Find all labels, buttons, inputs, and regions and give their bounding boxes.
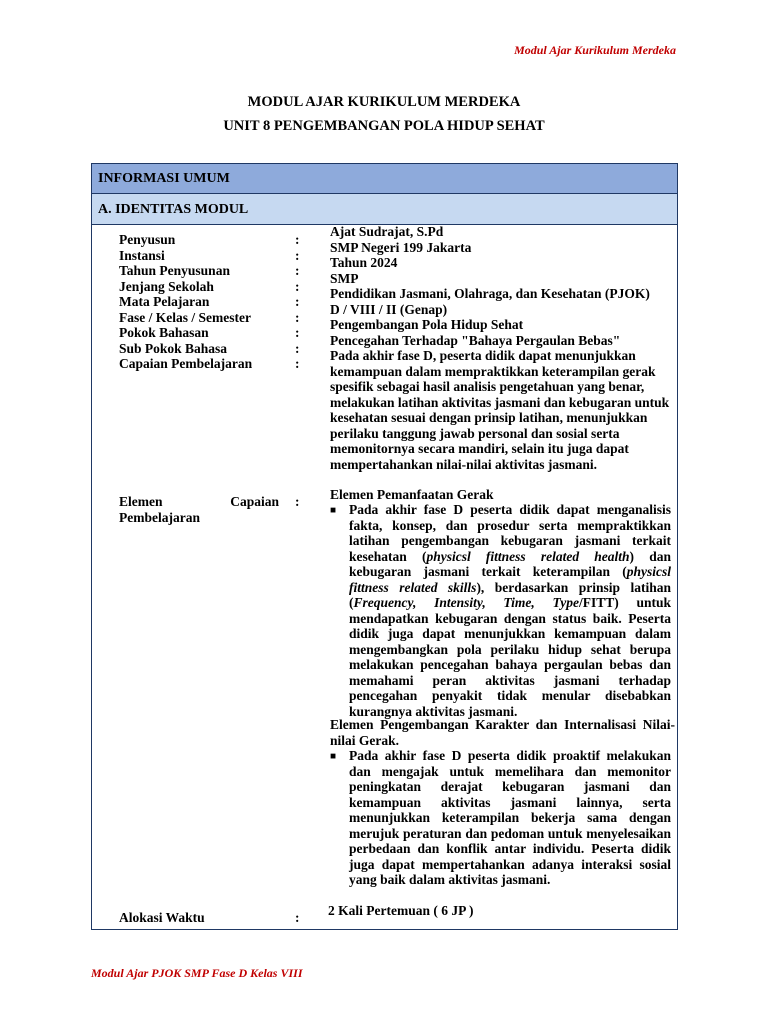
label-instansi: Instansi: [119, 248, 165, 263]
elemen-heading-1: Elemen Pemanfaatan Gerak: [330, 487, 494, 502]
elemen-bullet-1: Pada akhir fase D peserta didik dapat menganalisis fakta, konsep, dan prosedur serta mempraktikkan latihan pengembangan kebugaran jasmani terkait kesehatan (physicsl fittness related health) dan kebugaran jasmani terkait keterampilan (physicsl fittness related skills), berdasarkan prinsip latihan (Frequency, Intensity, Time, Type/FITT) untuk mendapatkan kebugaran dengan status baik. Peserta didik juga dapat menunjukkan kemampuan dalam mengembangkan pola perilaku hidup sehat berupa melakukan pencegahan bahaya pergaulan bebas dan memahami peran aktivitas jasmani terhadap pencegahan penyakit tidak menular disebabkan kurangnya aktivitas jasmani.: [349, 502, 671, 719]
colon: :: [295, 356, 300, 371]
subsection-band-label: A. IDENTITAS MODUL: [98, 202, 249, 217]
label-alokasi: Alokasi Waktu: [119, 910, 205, 925]
value-jenjang: SMP: [330, 271, 359, 286]
colon: :: [295, 310, 300, 325]
colon: :: [295, 910, 300, 925]
colon: :: [295, 294, 300, 309]
document-title: MODUL AJAR KURIKULUM MERDEKA: [247, 94, 521, 110]
elemen-heading-2: Elemen Pengembangan Karakter dan Internalisasi Nilai-nilai Gerak.: [330, 717, 675, 748]
value-mapel: Pendidikan Jasmani, Olahraga, dan Kesehatan (PJOK): [330, 286, 650, 301]
bullet-marker: ■: [330, 505, 337, 516]
label-fase: Fase / Kelas / Semester: [119, 310, 251, 325]
colon: :: [295, 341, 300, 356]
value-pokok: Pengembangan Pola Hidup Sehat: [330, 317, 524, 332]
label-pokok: Pokok Bahasan: [119, 325, 209, 340]
label-tahun: Tahun Penyusunan: [119, 263, 230, 278]
value-tahun: Tahun 2024: [330, 255, 398, 270]
colon: :: [295, 279, 300, 294]
value-capaian: Pada akhir fase D, peserta didik dapat menunjukkan kemampuan dalam mempraktikkan keterampilan gerak spesifik sebagai hasil analisis pengetahuan yang benar, melakukan latihan aktivitas jasmani dan kebugaran untuk kesehatan sesuai dengan prinsip latihan, menunjukkan perilaku tanggung jawab personal dan sosial serta memonitornya secara mandiri, selain itu juga dapat mempertahankan nilai-nilai aktivitas jasmani.: [330, 348, 670, 472]
colon: :: [295, 325, 300, 340]
value-penyusun: Ajat Sudrajat, S.Pd: [330, 224, 444, 239]
label-penyusun: Penyusun: [119, 232, 176, 247]
colon: :: [295, 248, 300, 263]
info-table: [91, 163, 678, 930]
section-band: [92, 164, 677, 194]
label-sub-pokok: Sub Pokok Bahasa: [119, 341, 228, 356]
value-instansi: SMP Negeri 199 Jakarta: [330, 240, 472, 255]
label-capaian: Capaian Pembelajaran: [119, 356, 253, 371]
running-header: Modul Ajar Kurikulum Merdeka: [514, 43, 676, 57]
document-subtitle: UNIT 8 PENGEMBANGAN POLA HIDUP SEHAT: [223, 118, 545, 134]
value-fase: D / VIII / II (Genap): [330, 302, 448, 317]
label-elemen: Elemen Capaian Pembelajaran: [119, 494, 279, 525]
colon: :: [295, 263, 300, 278]
value-sub-pokok: Pencegahan Terhadap "Bahaya Pergaulan Bebas": [330, 333, 621, 348]
label-jenjang: Jenjang Sekolah: [119, 279, 214, 294]
label-mapel: Mata Pelajaran: [119, 294, 210, 309]
colon: :: [295, 494, 300, 509]
value-alokasi: 2 Kali Pertemuan ( 6 JP ): [328, 903, 474, 918]
elemen-bullet-2: Pada akhir fase D peserta didik proaktif melakukan dan mengajak untuk memelihara dan memonitor peningkatan derajat kebugaran jasmani dan kemampuan aktivitas jasmani lainnya, serta menunjukkan keterampilan bekerja sama dengan merujuk peraturan dan pedoman untuk menyelesaikan perbedaan dan konflik antar individu. Peserta didik juga dapat mempertahankan adanya interaksi sosial yang baik dalam aktivitas jasmani.: [349, 748, 671, 887]
running-footer: Modul Ajar PJOK SMP Fase D Kelas VIII: [91, 966, 303, 980]
bullet-marker: ■: [330, 751, 337, 762]
section-band-label: INFORMASI UMUM: [98, 171, 230, 186]
colon: :: [295, 232, 300, 247]
subsection-band: [92, 194, 677, 225]
